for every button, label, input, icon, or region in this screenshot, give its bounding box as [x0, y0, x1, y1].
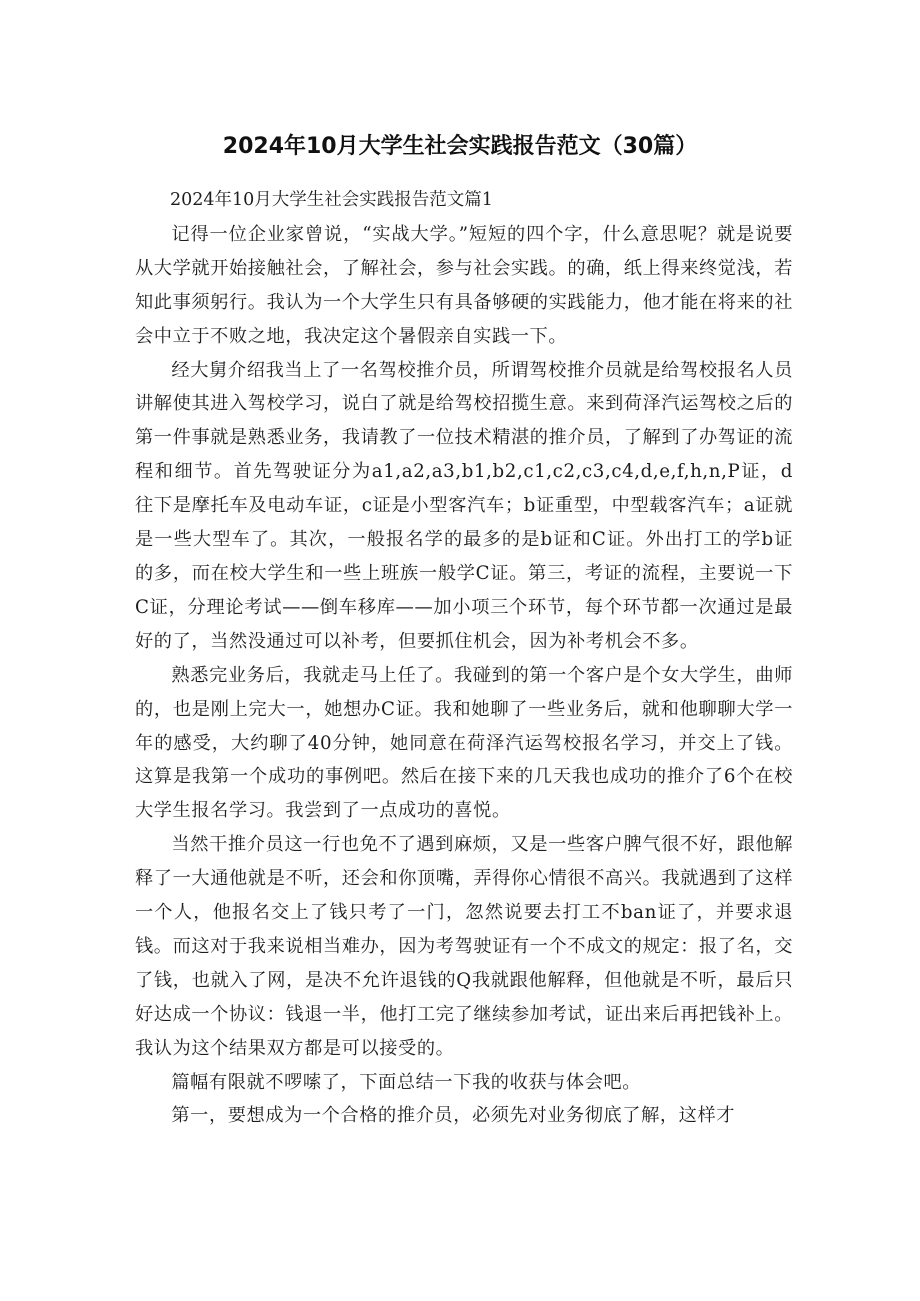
- paragraph-3: 熟悉完业务后，我就走马上任了。我碰到的第一个客户是个女大学生，曲师的，也是刚上完大一，她想办C证。我和她聊了一些业务后，就和他聊聊大学一年的感受，大约聊了40分钟，她同意在荷泽汽运驾校报名学习，并交上了钱。这算是我第一个成功的事例吧。然后在接下来的几天我也成功的推介了6个在校大学生报名学习。我尝到了一点成功的喜悦。: [135, 664, 793, 822]
- paragraph-5: 篇幅有限就不啰嗦了，下面总结一下我的收获与体会吧。: [171, 1071, 642, 1093]
- paragraph-1: 记得一位企业家曾说，“实战大学。”短短的四个字，什么意思呢？就是说要从大学就开始接触社会，了解社会，参与社会实践。的确，纸上得来终觉浅，若知此事须躬行。我认为一个大学生只有具备够硬的实践能力，他才能在将来的社会中立于不败之地，我决定这个暑假亲自实践一下。: [135, 223, 793, 347]
- paragraph-2: 经大舅介绍我当上了一名驾校推介员，所谓驾校推介员就是给驾校报名人员讲解使其进入驾校学习，说白了就是给驾校招揽生意。来到荷泽汽运驾校之后的第一件事就是熟悉业务，我请教了一位技术精湛的推介员，了解到了办驾证的流程和细节。首先驾驶证分为a1,a2,a3,b1,b2,c1,c2,c3,c4,d,e,f,h,n,P证，d往下是摩托车及电动车证，c证是小型客汽车；b证重型，中型载客汽车；a证就是一些大型车了。其次，一般报名学的最多的是b证和C证。外出打工的学b证的多，而在校大学生和一些上班族一般学C证。第三，考证的流程，主要说一下C证，分理论考试——倒车移库——加小项三个环节，每个环节都一次通过是最好的了，当然没通过可以补考，但要抓住机会，因为补考机会不多。: [135, 359, 793, 652]
- paragraph-6: 第一，要想成为一个合格的推介员，必须先对业务彻底了解，这样才: [171, 1105, 736, 1127]
- document-body: [135, 184, 793, 1133]
- paragraph-4: 当然干推介员这一行也免不了遇到麻烦，又是一些客户脾气很不好，跟他解释了一大通他就是不听，还会和你顶嘴，弄得你心情很不高兴。我就遇到了这样一个人，他报名交上了钱只考了一门，忽然说要去打工不ban证了，并要求退钱。而这对于我来说相当难办，因为考驾驶证有一个不成文的规定：报了名，交了钱，也就入了网，是决不允许退钱的Q我就跟他解释，但他就是不听，最后只好达成一个协议：钱退一半，他打工完了继续参加考试，证出来后再把钱补上。我认为这个结果双方都是可以接受的。: [135, 834, 793, 1059]
- section-heading: 2024年10月大学生社会实践报告范文篇1: [170, 190, 493, 210]
- document-title: 2024年10月大学生社会实践报告范文（30篇）: [222, 133, 698, 159]
